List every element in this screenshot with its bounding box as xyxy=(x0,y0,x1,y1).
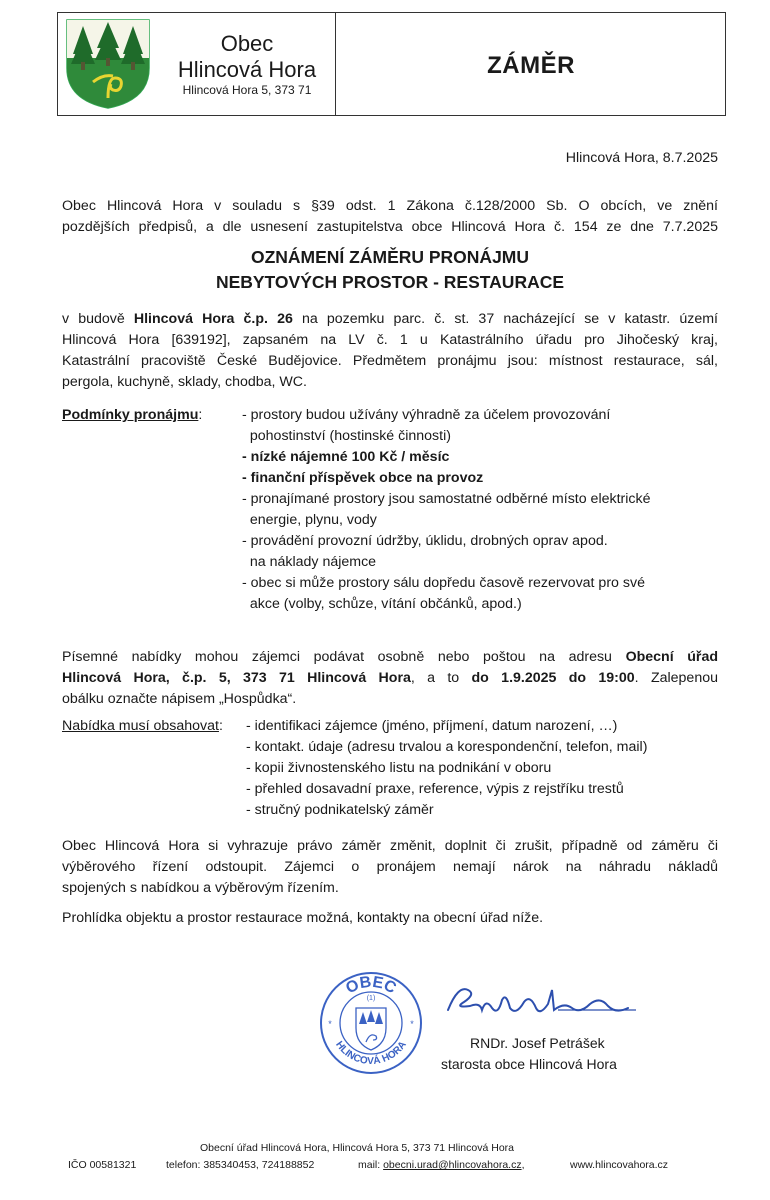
condition-item-line: - prostory budou užívány výhradně za účelem provozování xyxy=(242,407,611,423)
signatory-name: RNDr. Josef Petrášek xyxy=(470,1035,605,1051)
footer-office: Obecní úřad Hlincová Hora, Hlincová Hora 5, 373 71 Hlincová Hora xyxy=(200,1142,514,1154)
footer-mail-link[interactable]: obecni.urad@hlincovahora.cz xyxy=(383,1159,522,1171)
signatory-role: starosta obce Hlincová Hora xyxy=(441,1056,617,1072)
condition-item-line: na náklady nájemce xyxy=(242,554,377,570)
building-line-3: Katastrální pracoviště České Budějovice. Předmětem pronájmu jsou: místnost restaurace, sál, xyxy=(62,353,718,369)
intro-line-1: Obec Hlincová Hora v souladu s §39 odst. 1 Zákona č.128/2000 Sb. O obcích, ve znění xyxy=(62,198,718,214)
svg-text:*: * xyxy=(328,1019,332,1029)
offer-content-item: - stručný podnikatelský záměr xyxy=(246,802,434,818)
offer-content-item: - kopii živnostenského listu na podnikání v oboru xyxy=(246,760,552,776)
condition-item-line: - provádění provozní údržby, úklidu, drobných oprav apod. xyxy=(242,533,608,549)
document-title: ZÁMĚR xyxy=(487,52,575,79)
reservation-line-2: výběrového řízení odstoupit. Zájemci o pronájem nemají nárok na náhradu nákladů xyxy=(62,859,718,875)
intro-line-2: pozdějších předpisů, a dle usnesení zastupitelstva obce Hlincová Hora č. 154 ze dne 7.7.2025 xyxy=(62,219,718,235)
footer-phone: telefon: 385340453, 724188852 xyxy=(166,1159,315,1171)
offers-line-2: Hlincová Hora, č.p. 5, 373 71 Hlincová Hora, a to do 1.9.2025 do 19:00. Zalepenou xyxy=(62,670,718,686)
reservation-line-3: spojených s nabídkou a výběrovým řízením. xyxy=(62,880,339,896)
footer-ico: IČO 00581321 xyxy=(68,1159,137,1171)
footer-mail: mail: obecni.urad@hlincovahora.cz, xyxy=(358,1159,525,1171)
offer-contents-label: Nabídka musí obsahovat: xyxy=(62,718,223,734)
municipality-address: Hlincová Hora 5, 373 71 xyxy=(182,83,312,97)
stamp-top-text: OBEC xyxy=(343,973,399,998)
offers-line-3: obálku označte nápisem „Hospůdka“. xyxy=(62,691,297,707)
notice-heading-line-1: OZNÁMENÍ ZÁMĚRU PRONÁJMU xyxy=(250,247,530,267)
offer-content-item: - identifikaci zájemce (jméno, příjmení, datum narození, …) xyxy=(246,718,618,734)
conditions-list xyxy=(242,405,722,615)
stamp-bottom-text: HLINCOVÁ HORA xyxy=(333,1039,409,1068)
offers-line-1: Písemné nabídky mohou zájemci podávat osobně nebo poštou na adresu Obecní úřad xyxy=(62,649,719,665)
building-line-4: pergola, kuchyně, sklady, chodba, WC. xyxy=(62,374,307,390)
condition-item-line: - finanční příspěvek obce na provoz xyxy=(242,470,484,486)
municipality-name-line1: Obec xyxy=(220,31,274,56)
official-stamp xyxy=(318,970,424,1076)
inspection-note: Prohlídka objektu a prostor restaurace možná, kontakty na obecní úřad níže. xyxy=(62,910,544,926)
building-line-1: v budově Hlincová Hora č.p. 26 na pozemku parc. č. st. 37 nacházející se v katastr. území xyxy=(62,311,718,327)
condition-item-line: akce (volby, schůze, vítání občánků, apod.) xyxy=(242,596,522,612)
condition-item-line: pohostinství (hostinské činnosti) xyxy=(242,428,451,444)
stamp-number: (1) xyxy=(366,995,376,1002)
offer-content-item: - přehled dosavadní praxe, reference, výpis z rejstříku trestů xyxy=(246,781,624,797)
conditions-label: Podmínky pronájmu: xyxy=(62,407,203,423)
handwritten-signature xyxy=(440,980,640,1025)
municipality-name-line2: Hlincová Hora xyxy=(177,57,317,82)
reservation-line-1: Obec Hlincová Hora si vyhrazuje právo záměr změnit, doplnit či zrušit, případně od záměru či xyxy=(62,838,718,854)
condition-item-line: - obec si může prostory sálu dopředu časově rezervovat pro své xyxy=(242,575,645,591)
offer-content-item: - kontakt. údaje (adresu trvalou a korespondenční, telefon, mail) xyxy=(246,739,648,755)
condition-item-line: - nízké nájemné 100 Kč / měsíc xyxy=(242,449,450,465)
footer-web[interactable]: www.hlincovahora.cz xyxy=(570,1159,669,1171)
building-line-2: Hlincová Hora [639192], zapsaném na LV č. 1 u Katastrálního úřadu pro Jihočeský kraj, xyxy=(62,332,718,348)
svg-text:HLINCOVÁ HORA xyxy=(333,1039,409,1067)
svg-text:*: * xyxy=(410,1019,414,1029)
offer-contents-list xyxy=(246,716,716,821)
date-line: Hlincová Hora, 8.7.2025 xyxy=(565,150,718,166)
condition-item-line: energie, plynu, vody xyxy=(242,512,377,528)
notice-heading-line-2: NEBYTOVÝCH PROSTOR - RESTAURACE xyxy=(215,272,565,292)
coat-of-arms-emblem xyxy=(63,18,153,110)
condition-item-line: - pronajímané prostory jsou samostatné odběrné místo elektrické xyxy=(242,491,651,507)
